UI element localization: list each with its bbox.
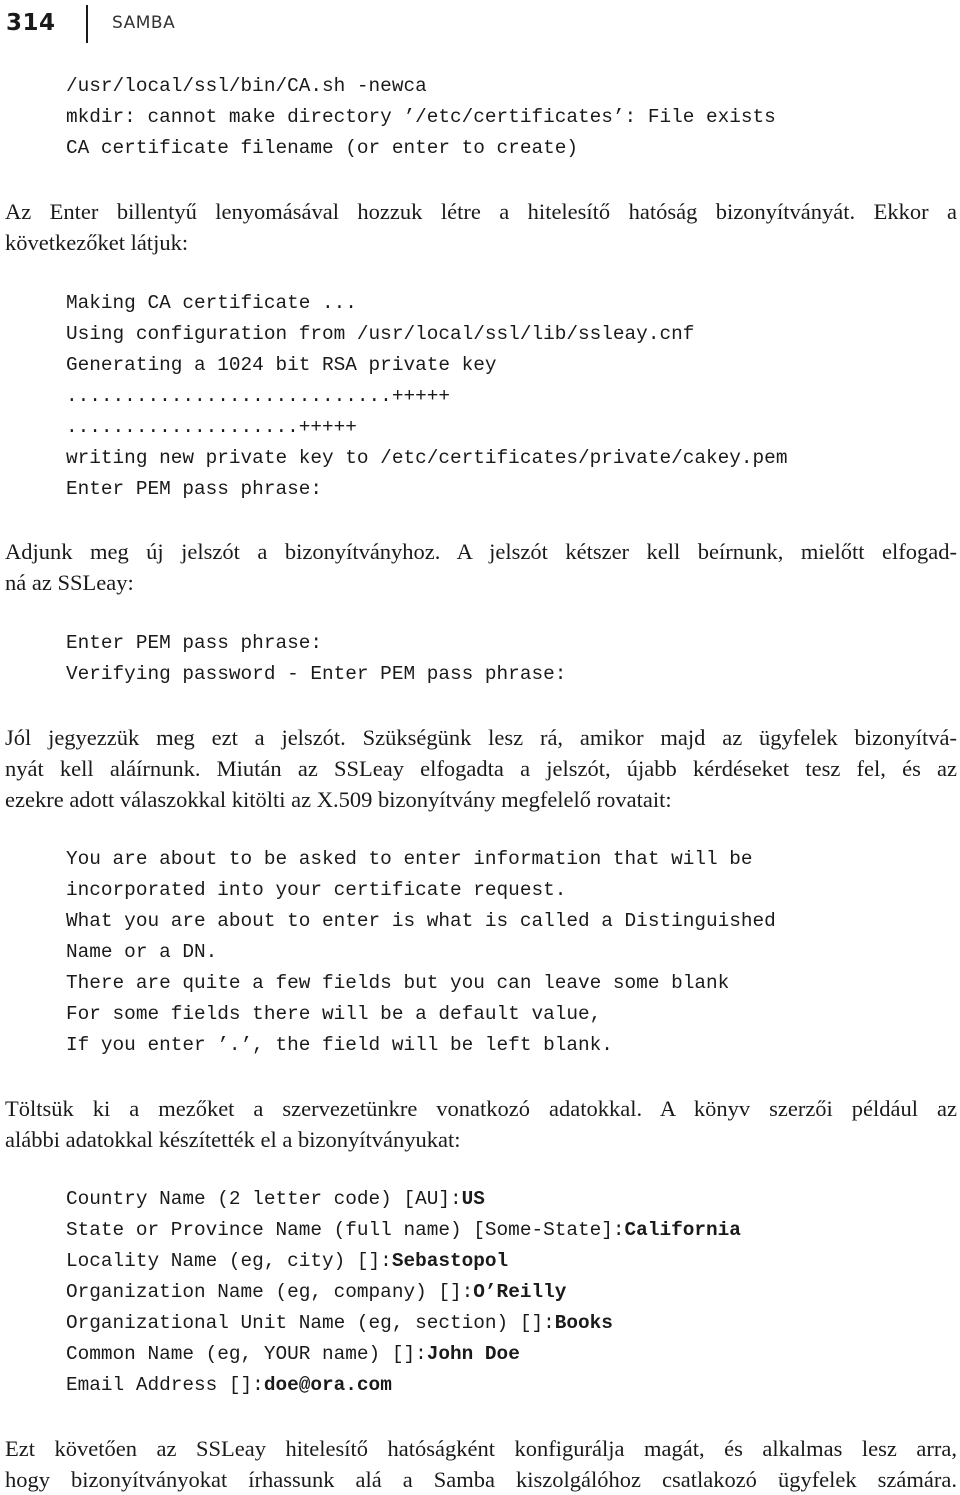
field-prompt: Locality Name (eg, city) []:	[66, 1250, 392, 1272]
field-line-unit	[66, 1308, 741, 1339]
paragraph-conclusion	[5, 1433, 957, 1495]
field-line-organization	[66, 1277, 741, 1308]
code-line: ............................+++++	[66, 385, 450, 407]
paragraph-password	[5, 536, 957, 598]
text-line: Ezt követően az SSLeay hitelesítő hatóságként konfigurálja magát, és alkalmas lesz arra,	[5, 1436, 957, 1461]
code-line: ....................+++++	[66, 416, 357, 438]
text-line: Töltsük ki a mezőket a szervezetünkre vonatkozó adatokkal. A könyv szerzői például az	[5, 1096, 957, 1121]
field-line-common-name	[66, 1339, 741, 1370]
code-line: CA certificate filename (or enter to create)	[66, 137, 578, 159]
code-line: There are quite a few fields but you can leave some blank	[66, 972, 730, 994]
text-line: alábbi adatokkal készítették el a bizonyítványukat:	[5, 1127, 461, 1152]
field-prompt: Email Address []:	[66, 1374, 264, 1396]
field-answer: doe@ora.com	[263, 1374, 392, 1396]
code-block-certificate-fields	[66, 1184, 741, 1401]
page-number: 314	[6, 10, 56, 36]
code-line: mkdir: cannot make directory ’/etc/certificates’: File exists	[66, 106, 776, 128]
field-prompt: Common Name (eg, YOUR name) []:	[66, 1343, 427, 1365]
text-line: Az Enter billentyű lenyomásával hozzuk létre a hitelesítő hatóság bizonyítványát. Ekkor a	[5, 199, 957, 224]
running-head: SAMBA	[112, 13, 176, 33]
code-line: Name or a DN.	[66, 941, 218, 963]
field-prompt: State or Province Name (full name) [Some-State]:	[66, 1219, 625, 1241]
field-answer: Books	[554, 1312, 613, 1334]
field-prompt: Country Name (2 letter code) [AU]:	[66, 1188, 462, 1210]
code-block-newca	[66, 71, 776, 164]
text-line: ezekre adott válaszokkal kitölti az X.509 bizonyítvány megfelelő rovatait:	[5, 787, 672, 812]
field-line-country	[66, 1184, 741, 1215]
text-line: Jól jegyezzük meg ezt a jelszót. Szükségünk lesz rá, amikor majd az ügyfelek bizonyítvá-	[5, 725, 957, 750]
paragraph-remember-password	[5, 722, 957, 815]
code-line: Making CA certificate ...	[66, 292, 357, 314]
code-line: Using configuration from /usr/local/ssl/lib/ssleay.cnf	[66, 323, 695, 345]
field-answer: John Doe	[426, 1343, 520, 1365]
text-line: ná az SSLeay:	[5, 570, 134, 595]
paragraph-create-ca	[5, 196, 957, 258]
code-line: /usr/local/ssl/bin/CA.sh -newca	[66, 75, 427, 97]
code-line: Enter PEM pass phrase:	[66, 478, 322, 500]
header-divider	[86, 5, 88, 43]
field-answer: Sebastopol	[391, 1250, 509, 1272]
field-answer: US	[461, 1188, 485, 1210]
text-line: Adjunk meg új jelszót a bizonyítványhoz. A jelszót kétszer kell beírnunk, mielőtt elfogad-	[5, 539, 957, 564]
field-line-state	[66, 1215, 741, 1246]
field-line-email	[66, 1370, 741, 1401]
code-line: Enter PEM pass phrase:	[66, 632, 322, 654]
code-line: Verifying password - Enter PEM pass phrase:	[66, 663, 567, 685]
field-prompt: Organizational Unit Name (eg, section) []:	[66, 1312, 555, 1334]
field-line-locality	[66, 1246, 741, 1277]
text-line: nyát kell aláírnunk. Miután az SSLeay elfogadta a jelszót, újabb kérdéseket tesz fel, és az	[5, 756, 957, 781]
field-prompt: Organization Name (eg, company) []:	[66, 1281, 474, 1303]
code-line: What you are about to enter is what is called a Distinguished	[66, 910, 776, 932]
code-line: For some fields there will be a default value,	[66, 1003, 602, 1025]
field-answer: O’Reilly	[473, 1281, 567, 1303]
code-line: writing new private key to /etc/certificates/private/cakey.pem	[66, 447, 788, 469]
code-line: Generating a 1024 bit RSA private key	[66, 354, 497, 376]
paragraph-fill-fields	[5, 1093, 957, 1155]
code-line: incorporated into your certificate request.	[66, 879, 567, 901]
code-block-pass-phrase	[66, 628, 566, 690]
code-block-dn-info	[66, 844, 776, 1061]
page-header	[0, 0, 960, 48]
text-line: hogy bizonyítványokat írhassunk alá a Samba kiszolgálóhoz csatlakozó ügyfelek számára.	[5, 1467, 957, 1492]
field-answer: California	[624, 1219, 741, 1241]
text-line: következőket látjuk:	[5, 230, 189, 255]
code-block-making-ca	[66, 288, 787, 505]
code-line: You are about to be asked to enter information that will be	[66, 848, 753, 870]
code-line: If you enter ’.’, the field will be left blank.	[66, 1034, 613, 1056]
